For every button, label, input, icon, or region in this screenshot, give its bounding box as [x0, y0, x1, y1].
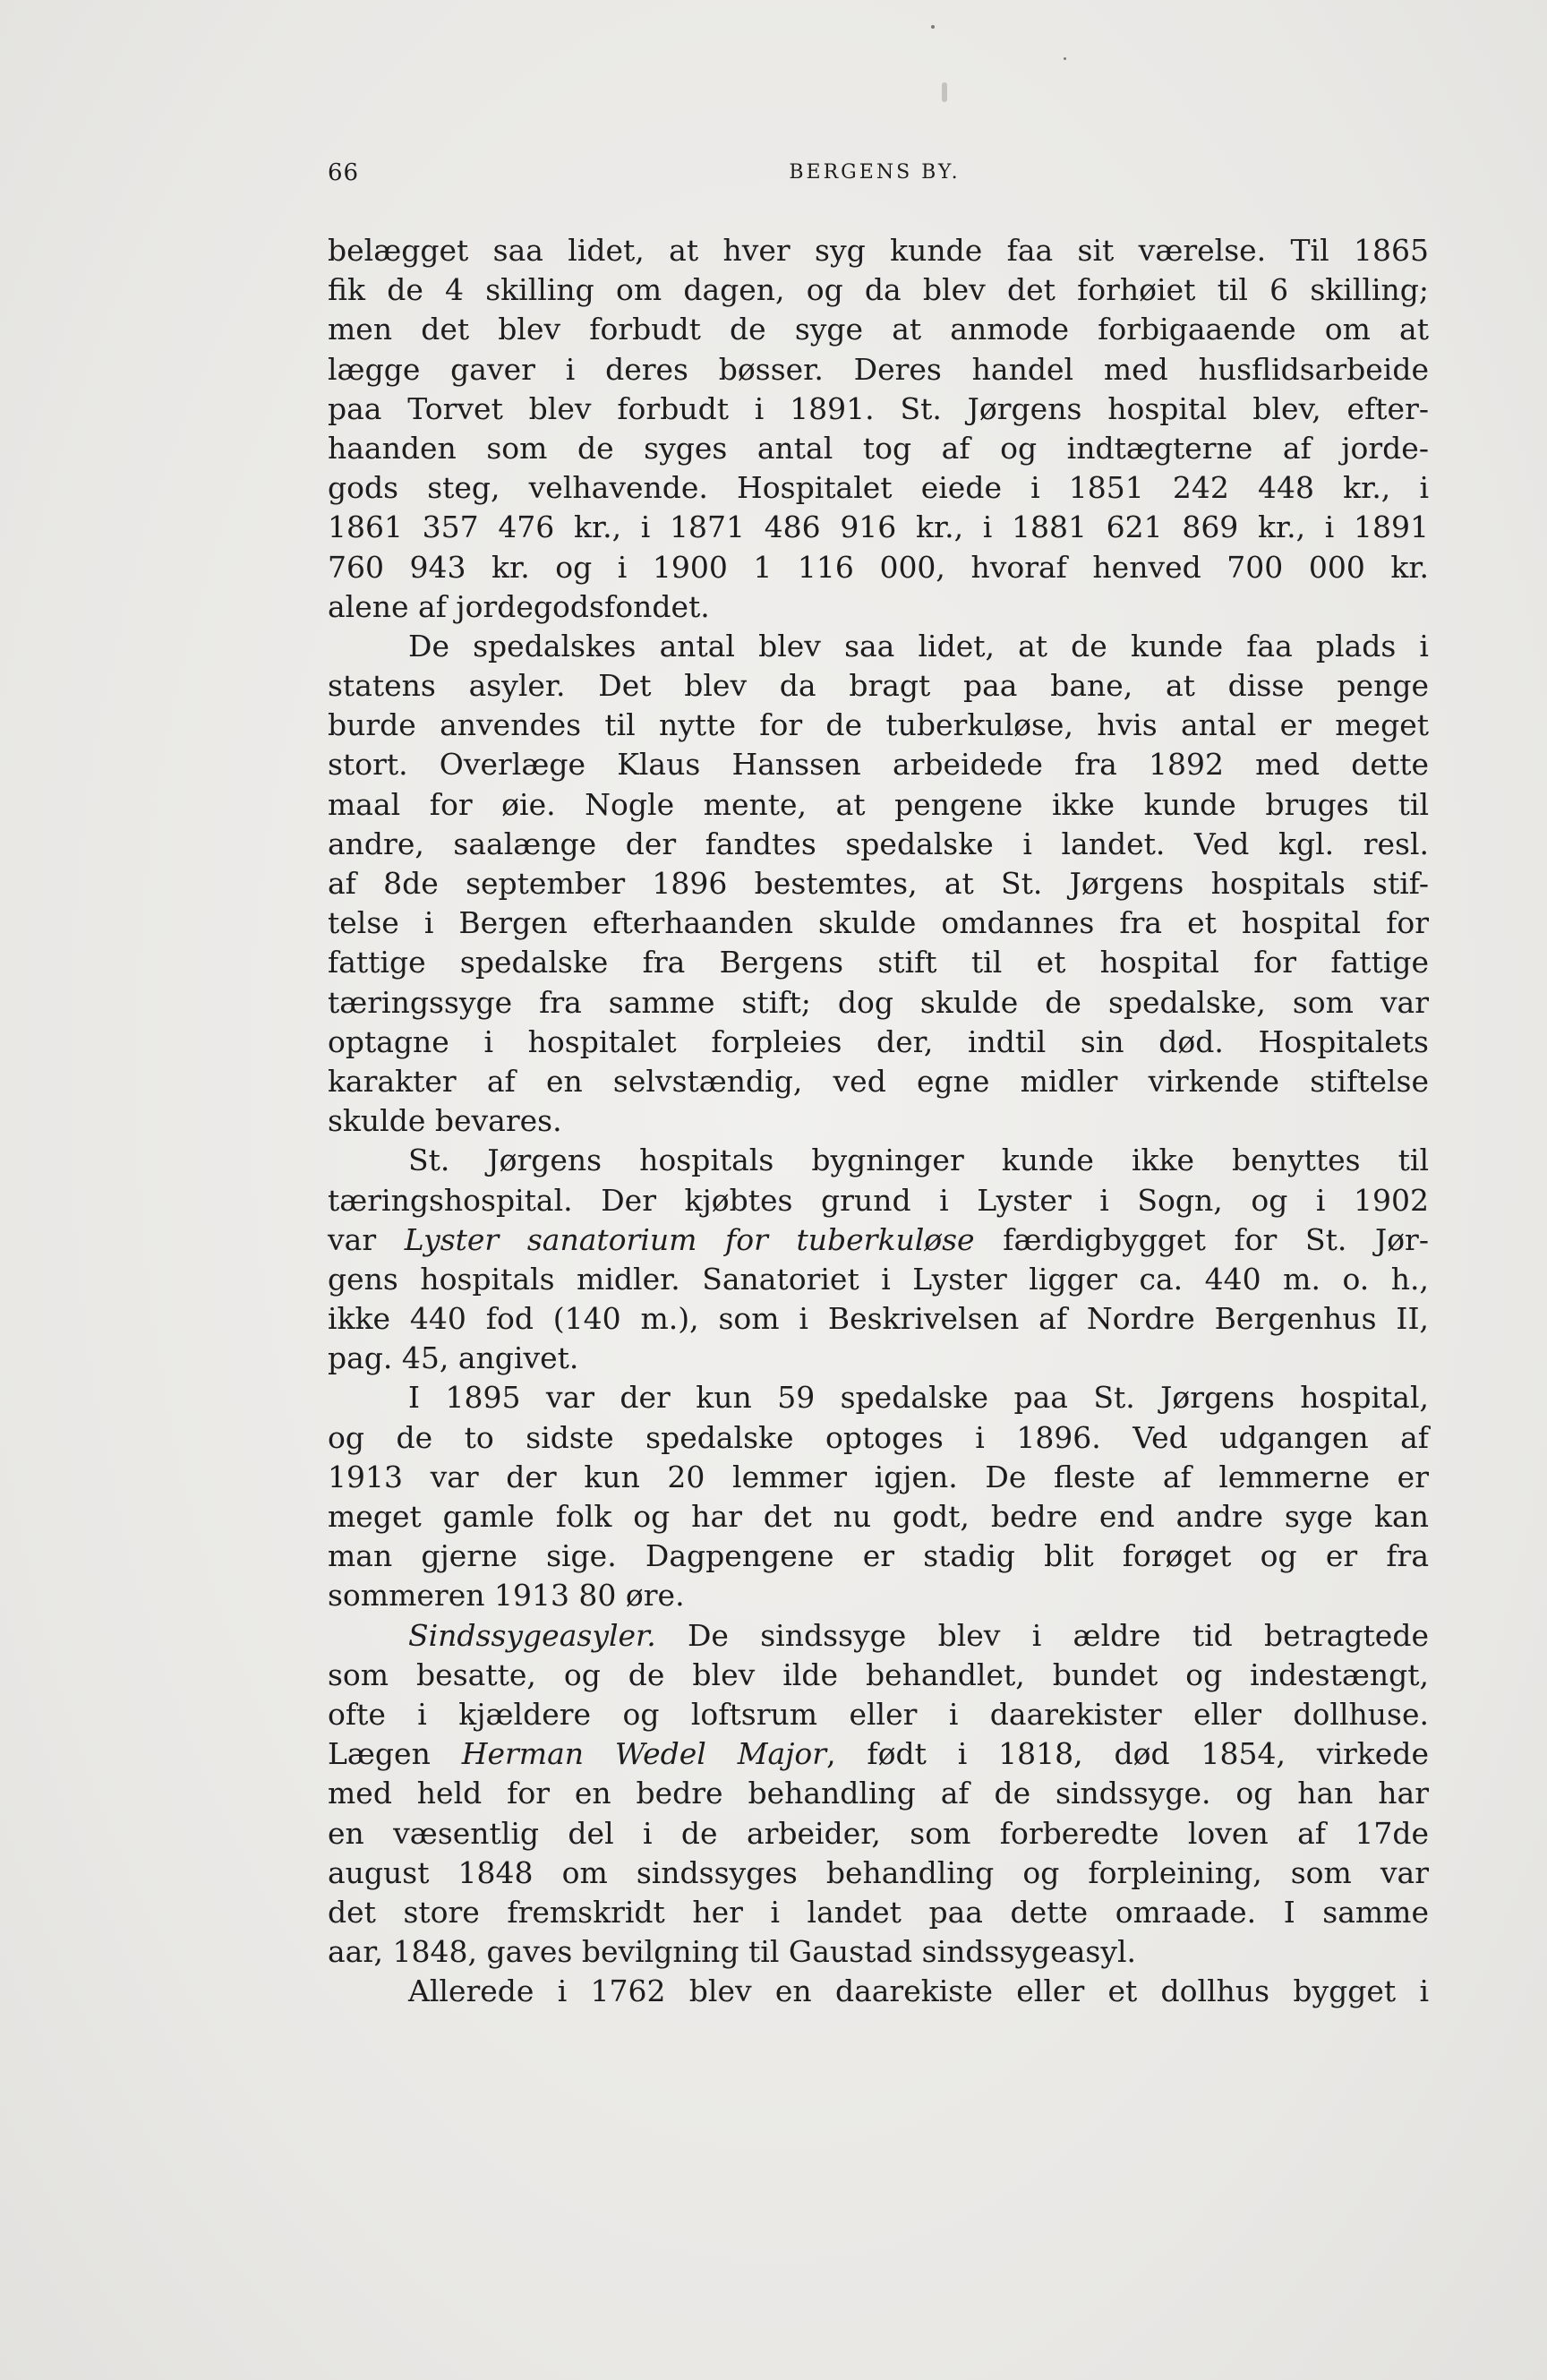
line-text: optagne i hospitalet forpleies der, indtil sin død. Hospitalets — [328, 1023, 1429, 1059]
text-line — [328, 1141, 1429, 1180]
print-speck — [1064, 57, 1066, 60]
print-speck — [931, 25, 935, 29]
text-line — [328, 310, 1429, 349]
text-line — [328, 350, 1429, 390]
line-text: færdigbygget for St. Jør- — [974, 1221, 1429, 1257]
text-line — [328, 1695, 1429, 1734]
line-text: lægge gaver i deres bøsser. Deres handel med husflidsarbeide — [328, 351, 1429, 387]
line-text: aar, 1848, gaves bevilgning til Gaustad sindssygeasyl. — [328, 1934, 1137, 1970]
text-line — [328, 1339, 1429, 1378]
italic-text: Herman Wedel Major — [461, 1736, 827, 1772]
line-text: fattige spedalske fra Bergens stift til et hospital for fattige — [328, 945, 1429, 980]
text-line — [328, 983, 1429, 1023]
text-line — [328, 390, 1429, 429]
text-line — [328, 270, 1429, 310]
line-text: som besatte, og de blev ilde behandlet, bundet og indestængt, — [328, 1657, 1429, 1692]
text-line — [328, 587, 1429, 627]
text-line — [328, 1458, 1429, 1497]
line-text: ikke 440 fod (140 m.), som i Beskrivelsen af Nordre Bergenhus II, — [328, 1301, 1429, 1337]
text-line — [328, 1537, 1429, 1576]
text-line — [328, 1853, 1429, 1893]
line-text: skulde bevares. — [328, 1103, 562, 1139]
text-line — [328, 1576, 1429, 1615]
line-text: man gjerne sige. Dagpengene er stadig blit forøget og er fra — [328, 1538, 1429, 1574]
line-text: men det blev forbudt de syge at anmode forbigaaende om at — [328, 312, 1429, 347]
text-line — [328, 706, 1429, 745]
text-line — [328, 785, 1429, 825]
text-line — [328, 943, 1429, 982]
text-line — [328, 825, 1429, 864]
text-line — [328, 864, 1429, 903]
text-line — [328, 231, 1429, 270]
line-text: belægget saa lidet, at hver syg kunde faa sit værelse. Til 1865 — [328, 233, 1429, 268]
line-text: en væsentlig del i de arbeider, som forberedte loven af 17de — [328, 1815, 1429, 1851]
line-text: 1861 357 476 kr., i 1871 486 916 kr., i 1881 621 869 kr., i 1891 — [328, 509, 1429, 545]
line-text: telse i Bergen efterhaanden skulde omdannes fra et hospital for — [328, 905, 1429, 941]
line-text: burde anvendes til nytte for de tuberkuløse, hvis antal er meget — [328, 707, 1429, 743]
text-line — [328, 1972, 1429, 2011]
text-line — [328, 429, 1429, 468]
text-line — [328, 1497, 1429, 1537]
text-line — [328, 903, 1429, 943]
body-text — [328, 231, 1429, 2011]
line-text: 760 943 kr. og i 1900 1 116 000, hvoraf henved 700 000 kr. — [328, 549, 1429, 585]
line-text: pag. 45, angivet. — [328, 1340, 579, 1376]
line-text: I 1895 var der kun 59 spedalske paa St. Jørgens hospital, — [408, 1380, 1429, 1416]
text-line — [328, 666, 1429, 706]
text-line — [328, 1378, 1429, 1417]
line-text: andre, saalænge der fandtes spedalske i landet. Ved kgl. resl. — [328, 826, 1429, 861]
print-smudge — [942, 82, 947, 102]
line-text: af 8de september 1896 bestemtes, at St. Jørgens hospitals stif- — [328, 866, 1429, 901]
text-line — [328, 1893, 1429, 1932]
line-text: tæringssyge fra samme stift; dog skulde de spedalske, som var — [328, 984, 1429, 1020]
line-text: tæringshospital. Der kjøbtes grund i Lyster i Sogn, og i 1902 — [328, 1182, 1429, 1218]
line-text: 1913 var der kun 20 lemmer igjen. De fleste af lemmerne er — [328, 1459, 1429, 1494]
line-text: maal for øie. Nogle mente, at pengene ikke kunde bruges til — [328, 786, 1429, 822]
page-number: 66 — [328, 159, 360, 186]
page-header — [328, 159, 1422, 195]
line-text: Allerede i 1762 blev en daarekiste eller et dollhus bygget i — [408, 1973, 1429, 2009]
line-text: karakter af en selvstændig, ved egne midler virkende stiftelse — [328, 1063, 1429, 1099]
line-text: De spedalskes antal blev saa lidet, at de kunde faa plads i — [408, 628, 1429, 663]
italic-text: Sindssygeasyler. — [408, 1617, 656, 1653]
line-text: fik de 4 skilling om dagen, og da blev det forhøiet til 6 skilling; — [328, 272, 1429, 308]
text-line — [328, 1101, 1429, 1141]
line-text: og de to sidste spedalske optoges i 1896. Ved udgangen af — [328, 1419, 1429, 1455]
line-text: statens asyler. Det blev da bragt paa bane, at disse penge — [328, 668, 1429, 704]
text-line — [328, 1932, 1429, 1972]
line-text: gens hospitals midler. Sanatoriet i Lyster ligger ca. 440 m. o. h., — [328, 1261, 1429, 1297]
text-line — [328, 1814, 1429, 1853]
line-text: var — [328, 1221, 405, 1257]
text-line — [328, 1616, 1429, 1656]
text-line — [328, 627, 1429, 666]
line-text: stort. Overlæge Klaus Hanssen arbeidede fra 1892 med dette — [328, 747, 1429, 783]
text-line — [328, 1023, 1429, 1062]
line-text: meget gamle folk og har det nu godt, bedre end andre syge kan — [328, 1499, 1429, 1534]
text-line — [328, 468, 1429, 508]
text-line — [328, 1734, 1429, 1774]
text-line — [328, 1656, 1429, 1695]
line-text: De sindssyge blev i ældre tid betragtede — [655, 1617, 1429, 1653]
italic-text: Lyster sanatorium for tuberkuløse — [404, 1221, 975, 1257]
line-text: gods steg, velhavende. Hospitalet eiede i 1851 242 448 kr., i — [328, 470, 1429, 506]
text-line — [328, 1774, 1429, 1813]
line-text: haanden som de syges antal tog af og indtægterne af jorde- — [328, 430, 1429, 466]
line-text: det store fremskridt her i landet paa dette omraade. I samme — [328, 1894, 1429, 1930]
line-text: , født i 1818, død 1854, virkede — [826, 1736, 1429, 1772]
running-title: BERGENS BY. — [789, 161, 961, 184]
text-line — [328, 1299, 1429, 1339]
line-text: med held for en bedre behandling af de sindssyge. og han har — [328, 1776, 1429, 1811]
line-text: paa Torvet blev forbudt i 1891. St. Jørgens hospital blev, efter- — [328, 390, 1429, 426]
text-line — [328, 548, 1429, 587]
text-line — [328, 1260, 1429, 1299]
line-text: alene af jordegodsfondet. — [328, 588, 710, 624]
line-text: Lægen — [328, 1736, 462, 1772]
text-line — [328, 1418, 1429, 1458]
text-line — [328, 508, 1429, 547]
text-line — [328, 1220, 1429, 1260]
line-text: ofte i kjældere og loftsrum eller i daarekister eller dollhuse. — [328, 1696, 1429, 1732]
line-text: august 1848 om sindssyges behandling og forpleining, som var — [328, 1854, 1429, 1890]
line-text: sommeren 1913 80 øre. — [328, 1578, 685, 1614]
text-line — [328, 1062, 1429, 1101]
text-line — [328, 1181, 1429, 1220]
line-text: St. Jørgens hospitals bygninger kunde ikke benyttes til — [408, 1143, 1429, 1178]
text-line — [328, 745, 1429, 784]
